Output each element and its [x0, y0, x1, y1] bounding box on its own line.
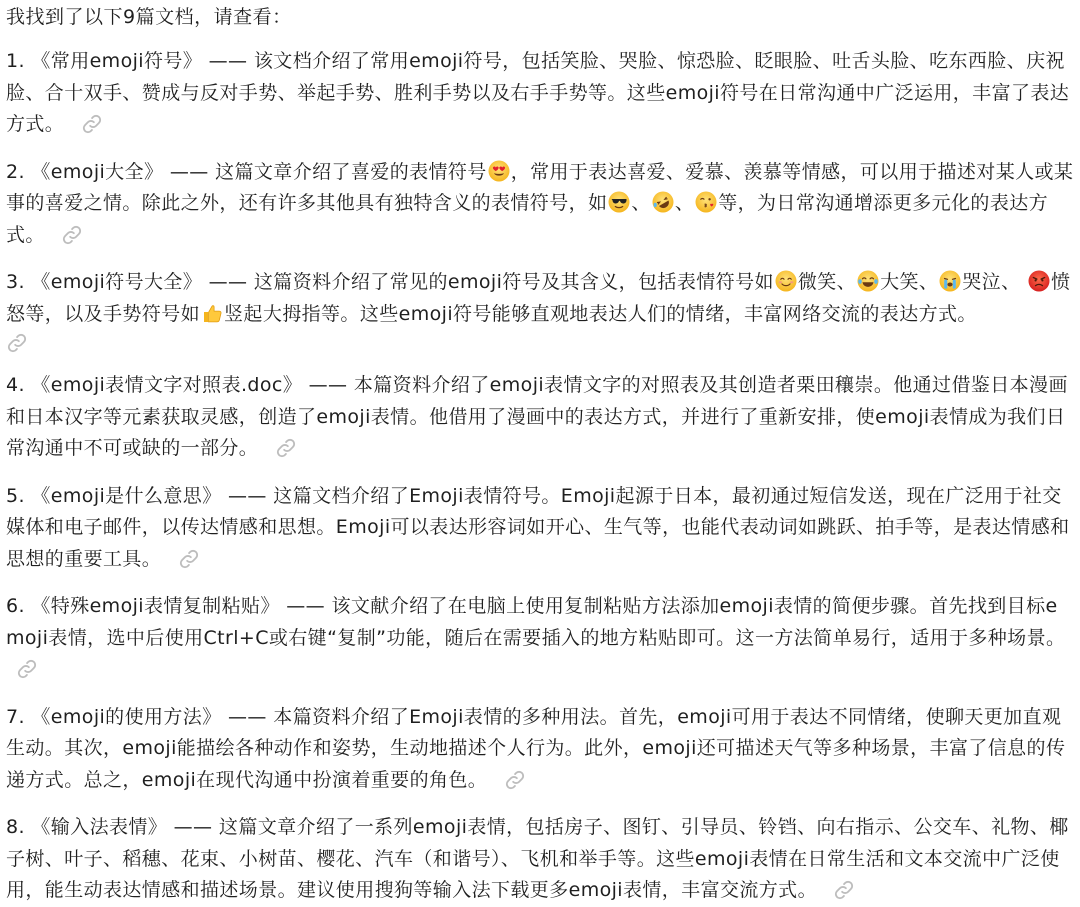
doc-title: 《emoji是什么意思》 [31, 484, 222, 507]
list-item [6, 812, 1074, 907]
item-number: 7. [6, 705, 25, 728]
dash: —— [208, 50, 248, 72]
doc-summary: 本篇资料介绍了Emoji表情的多种用法。首先，emoji可用于表达不同情绪，使聊天更加直观生动。其次，emoji能描绘各种动作和姿势，生动地描述个人行为。此外，emoji还可描述天气等多种场景，丰富了信息的传递方式。总之，emoji在现代沟通中扮演着重要的角色。 [6, 705, 1066, 791]
link-icon[interactable] [833, 879, 855, 901]
link-icon[interactable] [178, 548, 200, 570]
item-number: 3. [6, 271, 25, 293]
thumbs-up-emoji [201, 302, 223, 324]
doc-title: 《特殊emoji表情复制粘贴》 [31, 595, 280, 617]
rofl-emoji [652, 191, 674, 213]
list-item [6, 591, 1074, 686]
doc-summary: 这篇文档介绍了Emoji表情符号。Emoji起源于日本，最初通过短信发送，现在广泛用于社交媒体和电子邮件，以传达情感和思想。Emoji可以表达形容词如开心、生气等，也能代表动词如跳跃、拍手等，是表达情感和思想的重要工具。 [6, 484, 1070, 570]
link-icon[interactable] [16, 658, 38, 680]
heart-eyes-emoji [488, 160, 510, 182]
item-number: 1. [6, 50, 25, 72]
doc-summary-part: ，常用于表达喜爱、爱慕、羡慕等情感，可以用于描述对某人或某事的喜爱之情。除此之外，还有许多其他具有独特含义的表情符号，如 [6, 160, 1074, 214]
separator: 、 [674, 192, 695, 214]
list-item [6, 157, 1074, 252]
list-item [6, 702, 1074, 797]
doc-title: 《输入法表情》 [31, 816, 168, 838]
doc-summary-part: 竖起大拇指等。这些emoji符号能够直观地表达人们的情绪，丰富网络交流的表达方式。 [224, 302, 977, 325]
link-icon[interactable] [275, 437, 297, 459]
kiss-emoji [695, 191, 717, 213]
doc-summary-part: 等，为日常沟通增添更多元化的表达方式。 [6, 192, 1049, 246]
item-number: 5. [6, 484, 25, 507]
doc-title: 《emoji表情文字对照表.doc》 [31, 374, 303, 396]
intro-text: 我找到了以下9篇文档，请查看： [6, 6, 292, 28]
link-icon[interactable] [504, 769, 526, 791]
item-number: 6. [6, 595, 25, 617]
doc-summary: 该文献介绍了在电脑上使用复制粘贴方法添加emoji表情的简便步骤。首先找到目标emoji表情，选中后使用Ctrl+C或右键“复制”功能，随后在需要插入的地方粘贴即可。这一方法简单易行，适用于多种场景。 [6, 595, 1066, 649]
dash: —— [228, 705, 267, 728]
sunglasses-emoji [608, 191, 630, 213]
item-number: 2. [6, 160, 25, 183]
doc-summary: 该文档介绍了常用emoji符号，包括笑脸、哭脸、惊恐脸、眨眼脸、吐舌头脸、吃东西脸、庆祝脸、合十双手、赞成与反对手势、举起手势、胜利手势以及右手手势等。这些emoji符号在日常沟通中广泛运用，丰富了表达方式。 [6, 50, 1070, 135]
crying-emoji [939, 270, 961, 292]
dash: —— [228, 484, 267, 507]
tears-of-joy-emoji [857, 270, 879, 292]
angry-emoji [1028, 270, 1050, 292]
dash: —— [169, 160, 209, 183]
doc-summary-part: 这篇资料介绍了常见的emoji符号及其含义，包括表情符号如 [253, 271, 774, 293]
link-icon[interactable] [81, 113, 103, 135]
list-item [6, 46, 1074, 141]
emoji-label: 哭泣、 [962, 271, 1021, 293]
item-number: 8. [6, 816, 25, 838]
dash: —— [308, 374, 348, 396]
doc-summary: 本篇资料介绍了emoji表情文字的对照表及其创造者栗田穰崇。他通过借鉴日本漫画和日本汉字等元素获取灵感，创造了emoji表情。他借用了漫画中的表达方式，并进行了重新安排，使emoji表情成为我们日常沟通中不可或缺的一部分。 [6, 374, 1068, 459]
list-item [6, 370, 1074, 465]
emoji-label: 微笑、 [797, 271, 857, 293]
separator: 、 [631, 192, 651, 214]
doc-title: 《emoji大全》 [31, 160, 164, 183]
link-icon[interactable] [6, 332, 28, 354]
dash: —— [286, 595, 326, 617]
doc-title: 《emoji的使用方法》 [31, 705, 222, 728]
item-number: 4. [6, 374, 25, 396]
emoji-label: 大笑、 [880, 271, 939, 293]
doc-summary: 这篇文章介绍了一系列emoji表情，包括房子、图钉、引导员、铃铛、向右指示、公交车、礼物、椰子树、叶子、稻穗、花束、小树苗、樱花、汽车（和谐号）、飞机和举手等。这些emoji表情在日常生活和文本交流中广泛使用，能生动表达情感和描述场景。建议使用搜狗等输入法下载更多emoji表情，丰富交流方式。 [6, 816, 1069, 901]
dash: —— [173, 816, 213, 838]
dash: —— [208, 271, 248, 293]
list-item [6, 481, 1074, 576]
link-icon[interactable] [61, 224, 83, 246]
doc-title: 《常用emoji符号》 [31, 50, 203, 72]
smile-emoji [775, 270, 797, 292]
doc-summary-part: 这篇文章介绍了喜爱的表情符号 [215, 160, 487, 183]
doc-summary-part: 愤怒等，以及手势符号如 [6, 271, 1071, 325]
list-item [6, 267, 1074, 354]
doc-title: 《emoji符号大全》 [31, 271, 203, 293]
